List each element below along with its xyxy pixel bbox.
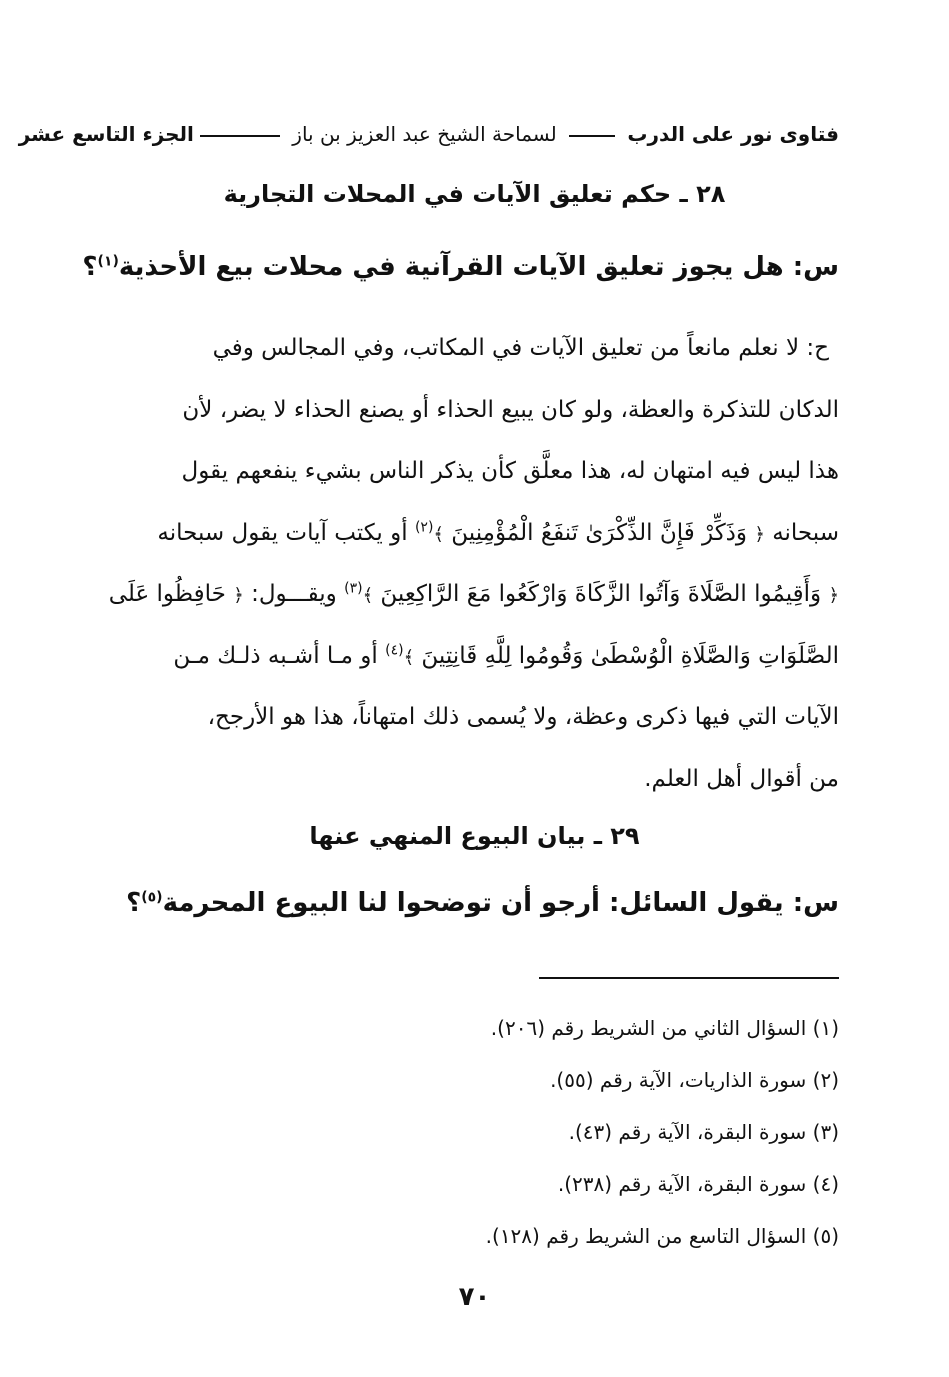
answer-line-verse-4 [66, 626, 839, 688]
quran-verse: حَافِظُوا عَلَى [108, 581, 226, 607]
header-dash [569, 135, 615, 137]
question-mark: ؟ [126, 888, 142, 918]
footnote: (١) السؤال الثاني من الشريط رقم (٢٠٦). [490, 1016, 839, 1040]
answer-fragment: أو مـا أشـبه ذلـك مـن [173, 642, 378, 669]
footnote: (٤) سورة البقرة، الآية رقم (٢٣٨). [557, 1172, 839, 1196]
footnote-ref-2: (٢) [414, 518, 434, 535]
answer-line-verse-2 [66, 503, 839, 565]
verse-ornament-close: ﴾ [433, 523, 444, 545]
question-28 [80, 252, 839, 298]
verse-ornament-close: ﴾ [362, 585, 374, 606]
question-text: س: هل يجوز تعليق الآيات القرآنية في محلات بيع الأحذية [118, 252, 839, 282]
book-author: لسماحة الشيخ عبد العزيز بن باز [292, 122, 557, 146]
footnote-separator [539, 977, 839, 979]
question-text: س: يقول السائل: أرجو أن توضحوا لنا البيوع المحرمة [162, 888, 839, 918]
verse-ornament-close: ﴾ [403, 646, 415, 668]
section-heading-29: ٢٩ ـ بيان البيوع المنهي عنها [309, 822, 640, 850]
footnote-ref-1: (١) [97, 253, 119, 270]
footnote: (٢) سورة الذاريات، الآية رقم (٥٥). [550, 1068, 839, 1092]
footnote-ref-4: (٤) [385, 641, 404, 658]
book-part: الجزء التاسع عشر [18, 122, 194, 146]
quran-verse: الصَّلَوَاتِ وَالصَّلَاةِ الْوُسْطَىٰ وَقُومُوا لِلَّهِ قَانِتِينَ [421, 642, 839, 669]
footnote-ref-3: (٣) [344, 580, 363, 597]
footnotes [200, 1002, 839, 1262]
question-mark: ؟ [82, 252, 98, 282]
question-29 [80, 888, 839, 934]
answer-fragment: أو يكتب آيات يقول سبحانه [157, 519, 408, 546]
footnote-ref-5: (٥) [141, 889, 163, 906]
page-number: ٧٠ [458, 1282, 491, 1312]
answer-line: الآيات التي فيها ذكرى وعظة، ولا يُسمى ذلك امتهاناً، هذا هو الأرجح، [207, 704, 839, 730]
answer-line-verse-3 [66, 564, 839, 626]
section-heading-28: ٢٨ ـ حكم تعليق الآيات في المحلات التجارية [223, 180, 726, 208]
answer-line: ح: لا نعلم مانعاً من تعليق الآيات في المكاتب، وفي المجالس وفي [212, 335, 829, 361]
header-dash-long [200, 135, 280, 137]
footnote: (٣) سورة البقرة، الآية رقم (٤٣). [568, 1120, 839, 1144]
quran-verse: وَأَقِيمُوا الصَّلَاةَ وَآتُوا الزَّكَاةَ وَارْكَعُوا مَعَ الرَّاكِعِينَ [380, 581, 822, 607]
answer-fragment: سبحانه [772, 519, 839, 546]
footnote: (٥) السؤال التاسع من الشريط رقم (١٢٨). [485, 1224, 839, 1248]
answer-line: من أقوال أهل العلم. [644, 765, 839, 792]
header-left-group [194, 122, 839, 146]
answer-28 [66, 318, 839, 798]
quran-verse: وَذَكِّرْ فَإِنَّ الذِّكْرَىٰ تَنفَعُ الْمُؤْمِنِينَ [451, 519, 748, 546]
book-series-title: فتاوى نور على الدرب [627, 122, 839, 146]
verse-ornament-open: ﴿ [828, 585, 839, 606]
verse-ornament-open: ﴿ [754, 523, 765, 545]
answer-fragment: ويقـــول: [251, 581, 337, 607]
answer-line: هذا ليس فيه امتهان له، هذا معلَّق كأن يذكر الناس بشيء ينفعهم يقول [181, 458, 839, 484]
running-header [18, 118, 839, 150]
answer-line: الدكان للتذكرة والعظة، ولو كان يبيع الحذاء أو يصنع الحذاء لا يضر، لأن [182, 396, 839, 423]
verse-ornament-open: ﴿ [233, 585, 244, 606]
